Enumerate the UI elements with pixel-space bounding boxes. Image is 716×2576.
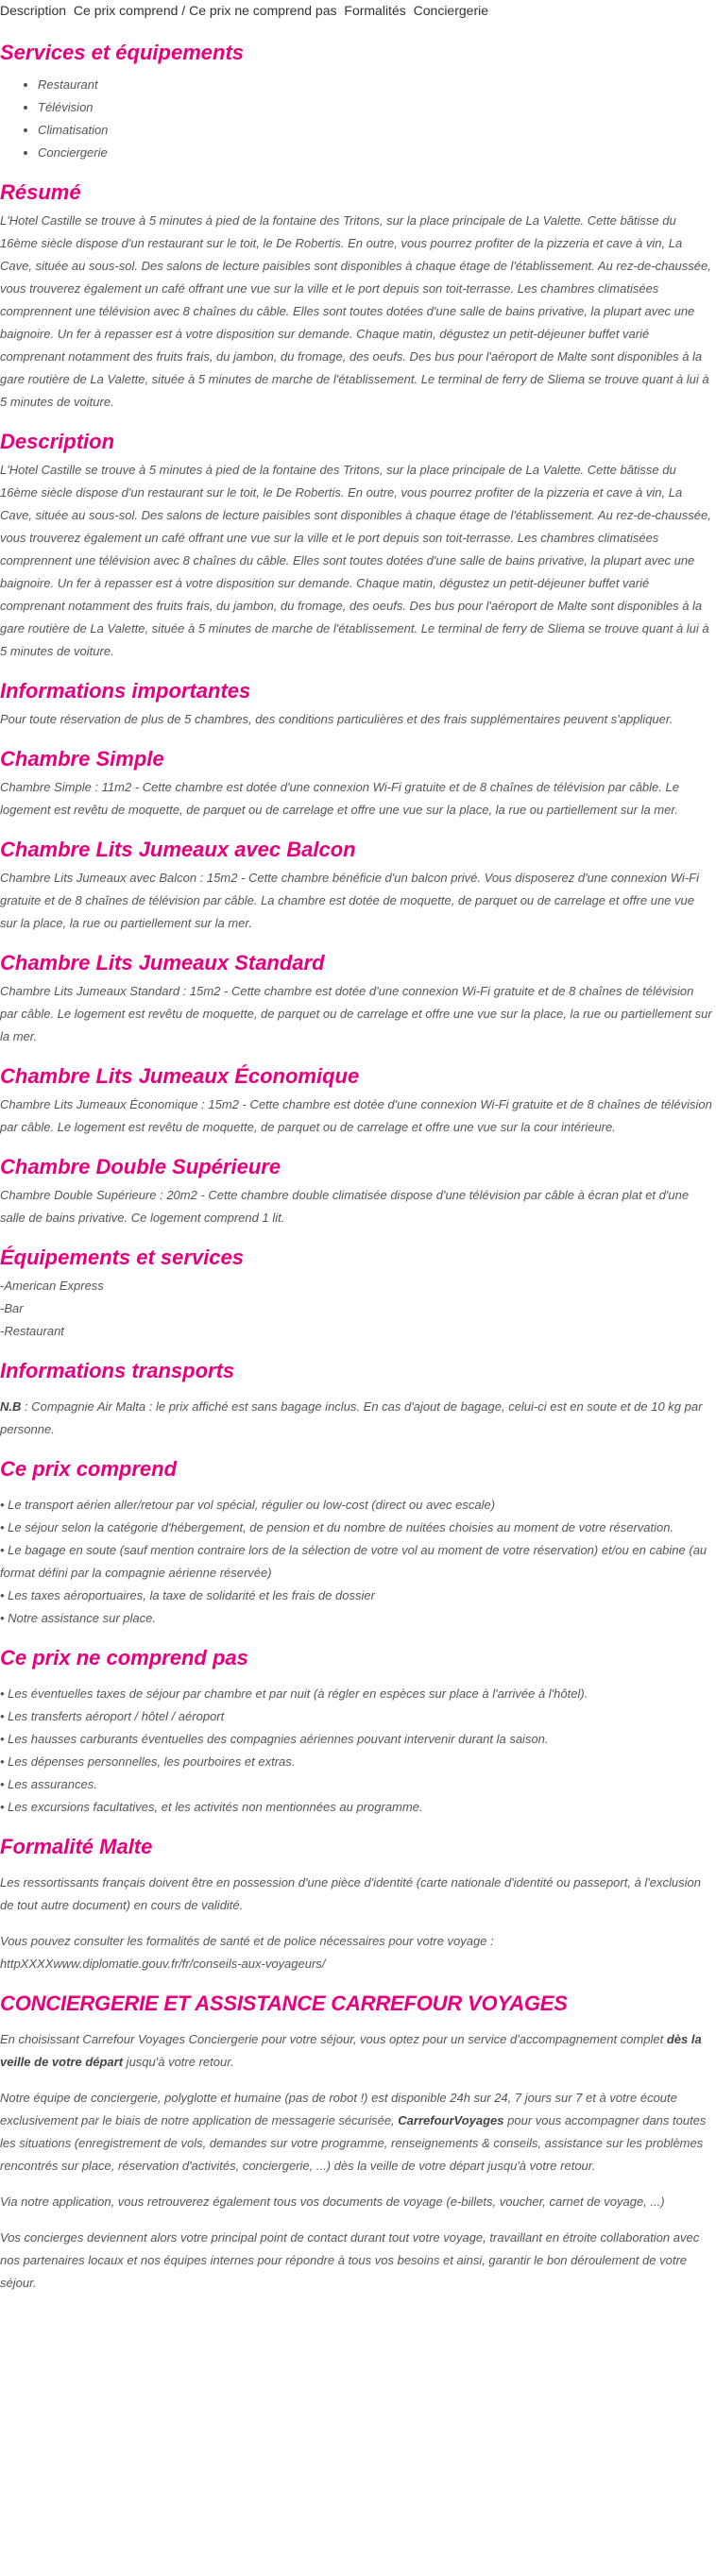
transports-title: Informations transports: [0, 1359, 235, 1382]
conciergerie-p2: Notre équipe de conciergerie, polyglotte et humaine (pas de robot !) est disponible 24h sur 24, 7 jours sur 7 et à votre écoute exclusivement par le biais de notre application de messagerie sécurisée, CarrefourVoyages pour vous accompagner dans toutes les situations (enregistrement de vols, demandes sur votre programme, renseignements & conseils, assistance sur les problèmes rencontrés sur place, réservation d'activités, conciergerie, ...) dès la veille de votre départ jusqu'à votre retour.: [0, 2091, 707, 2173]
list-item: -Restaurant: [0, 1324, 64, 1338]
list-item: • Restaurant: [38, 74, 713, 96]
list-item: • Climatisation: [38, 119, 713, 142]
infos-text: Pour toute réservation de plus de 5 chambres, des conditions particulières et des frais supplémentaires peuvent s'appliquer.: [0, 712, 673, 726]
tab-bar: [0, 0, 713, 25]
list-item: • Les éventuelles taxes de séjour par chambre et par nuit (à régler en espèces sur place à l'arrivée à l'hôtel).: [0, 1686, 588, 1701]
list-item: • Les taxes aéroportuaires, la taxe de solidarité et les frais de dossier: [0, 1588, 375, 1602]
description-title: Description: [0, 430, 115, 453]
emphasis: CarrefourVoyages: [398, 2113, 504, 2127]
tab-prix[interactable]: Ce prix comprend / Ce prix ne comprend pas: [73, 3, 337, 18]
comprend-list: [0, 1494, 713, 1630]
room-text: Chambre Double Supérieure : 20m2 - Cette chambre double climatisée dispose d'une télévision par câble à écran plat et d'une salle de bains privative. Ce logement comprend 1 lit.: [0, 1188, 690, 1225]
tab-description[interactable]: Description: [0, 3, 67, 18]
resume-text: L'Hotel Castille se trouve à 5 minutes à pied de la fontaine des Tritons, sur la place principale de La Valette. Cette bâtisse du 16ème siècle dispose d'un restaurant sur le toit, le De Robertis. En outre, vous pourrez profiter de la pizzeria et cave à vin, La Cave, située au sous-sol. Des salons de lecture paisibles sont disponibles à chaque étage de l'établissement. Au rez-de-chaussée, vous trouverez également un café offrant une vue sur la ville et le port depuis son toit-terrasse. Les chambres climatisées comprennent une télévision avec 8 chaînes du câble. Elles sont toutes dotées d'une salle de bains privative, la plupart avec une baignoire. Un fer à repasser est à votre disposition sur demande. Chaque matin, dégustez un petit-déjeuner buffet varié comprenant notamment des fruits frais, du jambon, du fromage, des oeufs. Des bus pour l'aéroport de Malte sont disponibles à la gare routière de La Valette, située à 5 minutes de marche de l'établissement. Le terminal de ferry de Sliema se trouve quant à lui à 5 minutes de voiture.: [0, 213, 711, 409]
transports-section: [0, 1356, 713, 1441]
room-text: Chambre Lits Jumeaux avec Balcon : 15m2 - Cette chambre bénéficie d'un balcon privé. Vous disposerez d'une connexion Wi-Fi gratuite et de 8 chaînes de télévision par câble. La chambre est dotée de moquette, de parquet ou de carrelage et offre une vue sur la place, la rue ou partiellement sur la mer.: [0, 871, 699, 930]
room-economique: [0, 1061, 713, 1139]
list-item: • Les excursions facultatives, et les activités non mentionnées au programme.: [0, 1800, 423, 1814]
conciergerie-p1: En choisissant Carrefour Voyages Conciergerie pour votre séjour, vous optez pour un service d'accompagnement complet dès la veille de votre départ jusqu'à votre retour.: [0, 2032, 702, 2069]
emphasis: dès la veille de votre départ: [0, 2032, 702, 2069]
list-item: -Bar: [0, 1301, 24, 1315]
nb-label: N.B: [0, 1399, 22, 1414]
room-title: Chambre Lits Jumeaux Économique: [0, 1064, 360, 1088]
list-item: • Le séjour selon la catégorie d'hébergement, de pension et du nombre de nuitées choisies au moment de votre réservation.: [0, 1520, 674, 1534]
list-item: • Les assurances.: [0, 1777, 97, 1791]
ne-comprend-title: Ce prix ne comprend pas: [0, 1646, 248, 1669]
comprend-title: Ce prix comprend: [0, 1457, 178, 1481]
list-item: • Le bagage en soute (sauf mention contraire lors de la sélection de votre vol au moment de votre réservation) et/ou en cabine (au format défini par la compagnie aérienne réservée): [0, 1543, 707, 1580]
transports-text: [0, 1396, 713, 1441]
conciergerie-p3: Via notre application, vous retrouverez également tous vos documents de voyage (e-billets, voucher, carnet de voyage, ...): [0, 2195, 665, 2209]
room-title: Chambre Double Supérieure: [0, 1155, 281, 1178]
room-text: Chambre Simple : 11m2 - Cette chambre est dotée d'une connexion Wi-Fi gratuite et de 8 chaînes de télévision par câble. Le logement est revêtu de moquette, de parquet ou de carrelage et offre une vue sur la place, la rue ou partiellement sur la mer.: [0, 780, 679, 817]
formalite-p1: Les ressortissants français doivent être en possession d'une pièce d'identité (carte nationale d'identité ou passeport, à l'exclusion de tout autre document) en cours de validité.: [0, 1875, 701, 1912]
equipements-title: Équipements et services: [0, 1246, 245, 1269]
resume-title: Résumé: [0, 180, 81, 204]
formalite-link[interactable]: httpXXXXwww.diplomatie.gouv.fr/fr/conseils-aux-voyageurs/: [0, 1957, 326, 1971]
list-item: • Les transferts aéroport / hôtel / aéroport: [0, 1709, 225, 1723]
transports-body: : Compagnie Air Malta : le prix affiché est sans bagage inclus. En cas d'ajout de bagage, celui-ci est en soute et de 10 kg par personne.: [0, 1399, 703, 1436]
formalite-title: Formalité Malte: [0, 1835, 153, 1858]
conciergerie-title: CONCIERGERIE ET ASSISTANCE CARREFOUR VOYAGES: [0, 1991, 568, 2015]
list-item: • Les dépenses personnelles, les pourboires et extras.: [0, 1754, 296, 1769]
infos-section: [0, 676, 713, 731]
room-simple: [0, 744, 713, 822]
room-title: Chambre Simple: [0, 747, 164, 771]
equipements-list: [0, 1275, 713, 1343]
resume-section: [0, 178, 713, 414]
room-title: Chambre Lits Jumeaux Standard: [0, 951, 325, 974]
room-text: Chambre Lits Jumeaux Standard : 15m2 - Cette chambre est dotée d'une connexion Wi-Fi gratuite et de 8 chaînes de télévision par câble. Le logement est revêtu de moquette, de parquet ou de carrelage et offre une vue sur la place, la rue ou partiellement sur la mer.: [0, 984, 712, 1043]
list-item: • Le transport aérien aller/retour par vol spécial, régulier ou low-cost (direct ou avec escale): [0, 1498, 496, 1512]
infos-title: Informations importantes: [0, 679, 251, 703]
formalite-section: [0, 1832, 713, 1975]
list-item: -American Express: [0, 1279, 104, 1293]
tab-conciergerie[interactable]: Conciergerie: [413, 3, 489, 18]
list-item: • Les hausses carburants éventuelles des compagnies aériennes pouvant intervenir durant la saison.: [0, 1732, 549, 1746]
formalite-p2: Vous pouvez consulter les formalités de santé et de police nécessaires pour votre voyage :: [0, 1934, 494, 1948]
services-section: [0, 38, 713, 164]
list-item: • Notre assistance sur place.: [0, 1611, 156, 1625]
list-item: • Conciergerie: [38, 142, 713, 164]
room-balcon: [0, 835, 713, 935]
services-list: [0, 74, 713, 164]
tab-formalites[interactable]: Formalités: [344, 3, 406, 18]
room-standard: [0, 948, 713, 1048]
description-text: L'Hotel Castille se trouve à 5 minutes à pied de la fontaine des Tritons, sur la place principale de La Valette. Cette bâtisse du 16ème siècle dispose d'un restaurant sur le toit, le De Robertis. En outre, vous pourrez profiter de la pizzeria et cave à vin, La Cave, située au sous-sol. Des salons de lecture paisibles sont disponibles à chaque étage de l'établissement. Au rez-de-chaussée, vous trouverez également un café offrant une vue sur la ville et le port depuis son toit-terrasse. Les chambres climatisées comprennent une télévision avec 8 chaînes du câble. Elles sont toutes dotées d'une salle de bains privative, la plupart avec une baignoire. Un fer à repasser est à votre disposition sur demande. Chaque matin, dégustez un petit-déjeuner buffet varié comprenant notamment des fruits frais, du jambon, du fromage, des oeufs. Des bus pour l'aéroport de Malte sont disponibles à la gare routière de La Valette, située à 5 minutes de marche de l'établissement. Le terminal de ferry de Sliema se trouve quant à lui à 5 minutes de voiture.: [0, 463, 711, 658]
services-title: Services et équipements: [0, 41, 245, 64]
ne-comprend-list: [0, 1683, 713, 1819]
ne-comprend-section: [0, 1643, 713, 1819]
list-item: • Télévision: [38, 96, 713, 119]
comprend-section: [0, 1454, 713, 1630]
equipements-section: [0, 1243, 713, 1343]
conciergerie-p4: Vos concierges deviennent alors votre principal point de contact durant tout votre voyage, travaillant en étroite collaboration avec nos partenaires locaux et nos équipes internes pour répondre à tous vos besoins et ainsi, garantir le bon déroulement de votre séjour.: [0, 2230, 700, 2290]
room-double: [0, 1152, 713, 1229]
description-section: [0, 427, 713, 663]
room-text: Chambre Lits Jumeaux Économique : 15m2 - Cette chambre est dotée d'une connexion Wi-Fi gratuite et de 8 chaînes de télévision par câble. Le logement est revêtu de moquette, de parquet ou de carrelage et offre une vue sur la cour intérieure.: [0, 1097, 712, 1134]
conciergerie-section: [0, 1989, 713, 2295]
room-title: Chambre Lits Jumeaux avec Balcon: [0, 838, 356, 861]
